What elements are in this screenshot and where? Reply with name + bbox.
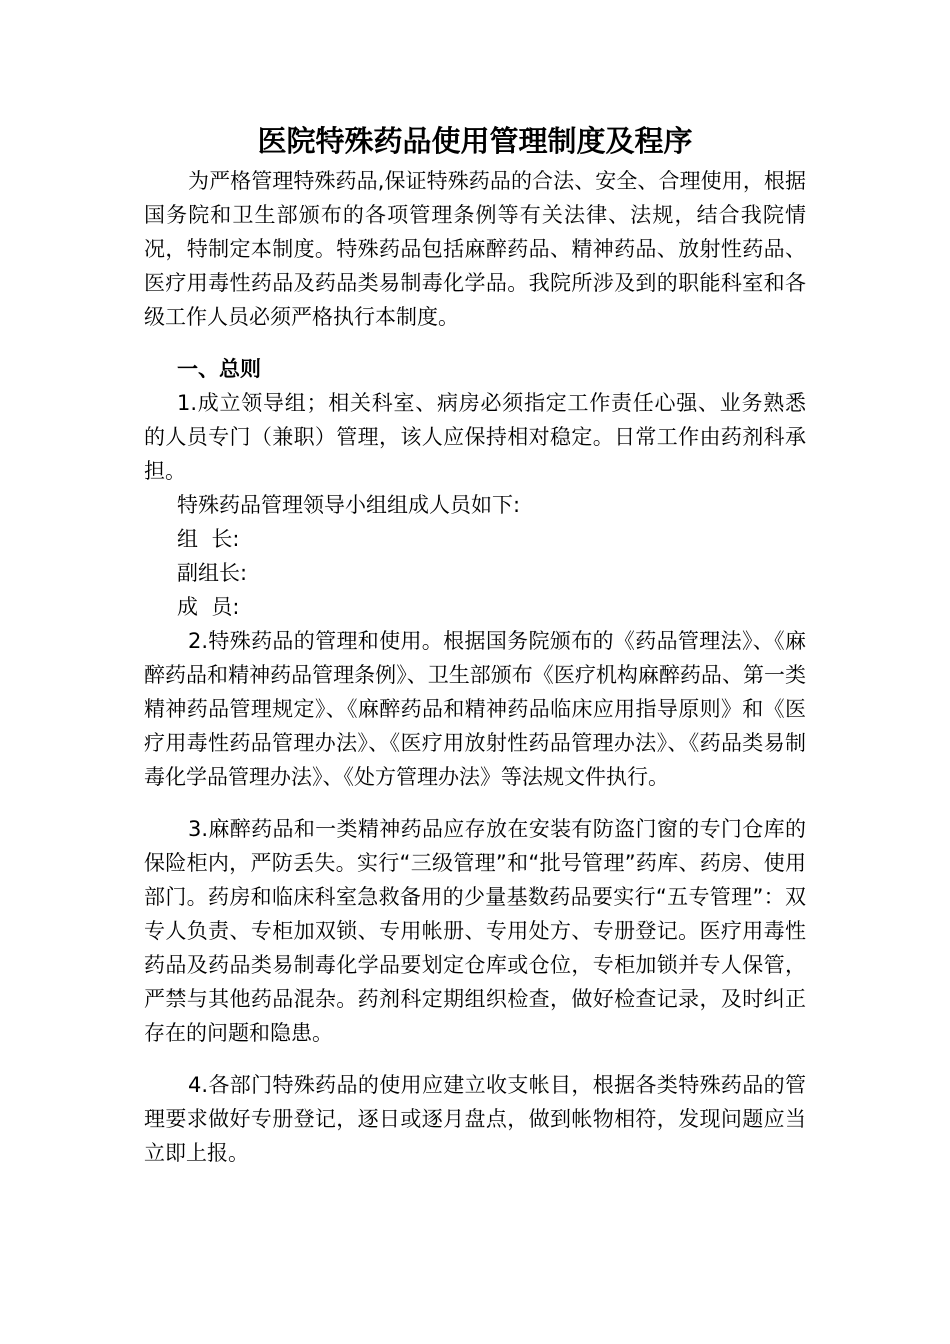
document-page [144,118,806,1170]
section-heading-general: 一、总则 [177,357,261,381]
item-3-paragraph: 3.麻醉药品和一类精神药品应存放在安装有防盗门窗的专门仓库的保险柜内，严防丢失。实行“三级管理”和“批号管理”药库、药房、使用部门。药房和临床科室急救备用的少量基数药品要实行“五专管理”：双专人负责、专柜加双锁、专用帐册、专用处方、专册登记。医疗用毒性药品及药品类易制毒化学品要划定仓库或仓位，专柜加锁并专人保管，严禁与其他药品混杂。药剂科定期组织检查，做好检查记录，及时纠正存在的问题和隐患。 [144,817,806,1045]
item-1-paragraph: 1.成立领导组；相关科室、病房必须指定工作责任心强、业务熟悉的人员专门（兼职）管理，该人应保持相对稳定。日常工作由药剂科承担。 [144,391,806,483]
spacer [144,1050,806,1068]
document-title: 医院特殊药品使用管理制度及程序 [257,124,693,158]
spacer [144,334,806,352]
role-leader: 组 长: [177,527,240,551]
spacer [144,794,806,812]
role-deputy: 副组长: [177,561,248,585]
item-4-paragraph: 4.各部门特殊药品的使用应建立收支帐目，根据各类特殊药品的管理要求做好专册登记，逐日或逐月盘点，做到帐物相符，发现问题应当立即上报。 [144,1073,806,1165]
item-2-paragraph: 2.特殊药品的管理和使用。根据国务院颁布的《药品管理法》、《麻醉药品和精神药品管理条例》、卫生部颁布《医疗机构麻醉药品、第一类精神药品管理规定》、《麻醉药品和精神药品临床应用指导原则》和《医疗用毒性药品管理办法》、《医疗用放射性药品管理办法》、《药品类易制毒化学品管理办法》、《处方管理办法》等法规文件执行。 [144,629,806,789]
intro-paragraph: 为严格管理特殊药品,保证特殊药品的合法、安全、合理使用，根据国务院和卫生部颁布的各项管理条例等有关法律、法规，结合我院情况，特制定本制度。特殊药品包括麻醉药品、精神药品、放射性药品、医疗用毒性药品及药品类易制毒化学品。我院所涉及到的职能科室和各级工作人员必须严格执行本制度。 [144,169,806,329]
leadership-intro: 特殊药品管理领导小组组成人员如下: [177,493,521,517]
role-member: 成 员: [177,595,240,619]
